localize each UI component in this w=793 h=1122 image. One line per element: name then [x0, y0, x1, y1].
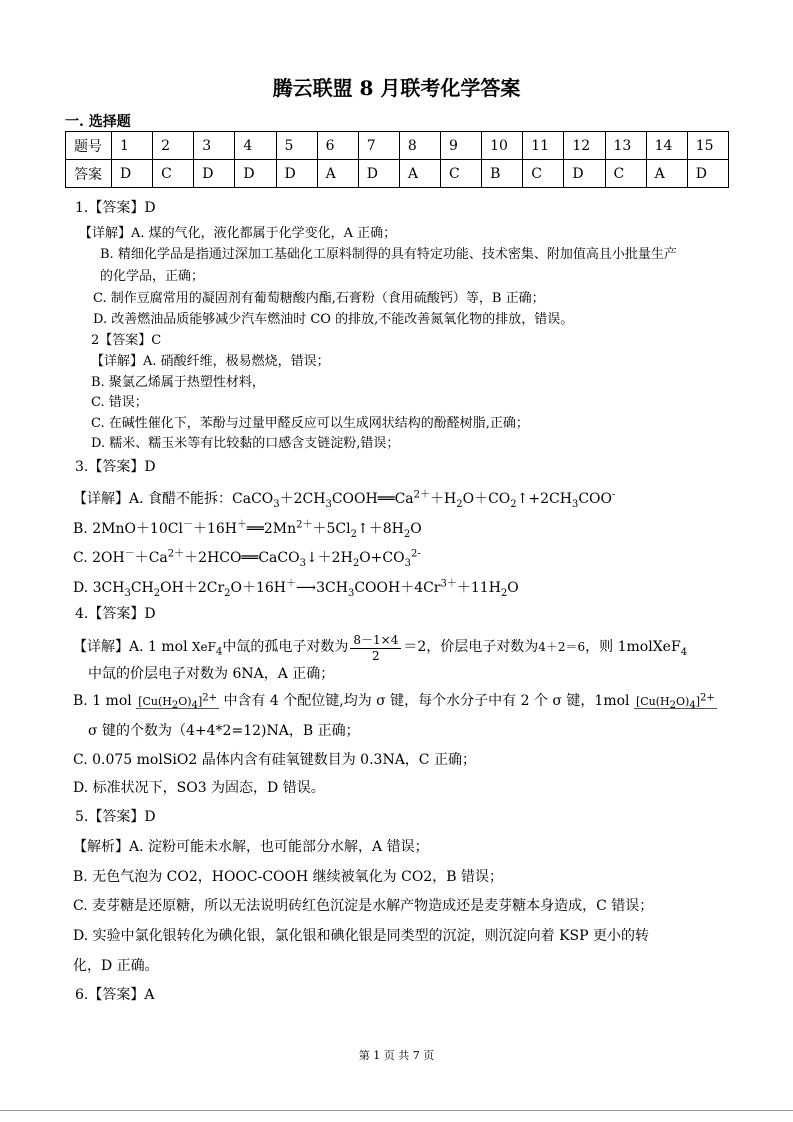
- table-cell: 5: [276, 132, 317, 160]
- q4-detail-b: [73, 690, 717, 710]
- table-row-answers: [66, 160, 729, 188]
- q4-answer: 4.【答案】D: [75, 606, 156, 622]
- q1-detail-a: 【详解】A. 煤的气化，液化都属于化学变化，A 正确；: [79, 226, 397, 241]
- answer-table: [65, 131, 729, 188]
- page-title: 腾云联盟 8 月联考化学答案: [272, 76, 521, 100]
- table-cell: C: [523, 160, 564, 188]
- q3-d-label: D.: [73, 580, 89, 596]
- q3-c-label: C.: [73, 550, 88, 566]
- row-label: 答案: [66, 160, 112, 188]
- q2-detail-b: B. 聚氯乙烯属于热塑性材料，: [91, 375, 265, 390]
- q1-detail-b-cont: 的化学品，正确；: [100, 269, 205, 284]
- table-row-numbers: [66, 132, 729, 160]
- table-cell: A: [646, 160, 687, 188]
- table-cell: 10: [482, 132, 523, 160]
- row-label: 题号: [66, 132, 112, 160]
- complex-ion-image: $[Cu(H_2O)_4]^{2+}$: [138, 692, 217, 712]
- table-cell: 1: [112, 132, 153, 160]
- q1-detail-b: B. 精细化学品是指通过深加工基础化工原料制得的具有特定功能、技术密集、附加值高且小批量生产: [100, 247, 677, 262]
- q3-equation-d: D. $3CH_3CH_2OH+2Cr_2O+16H^+⟶3CH_3COOH+4Cr^{3+}+11H_2O$: [73, 578, 519, 599]
- table-cell: 6: [317, 132, 358, 160]
- q2-detail-b-cont: C. 错误；: [91, 395, 148, 410]
- q1-answer: 1.【答案】D: [75, 200, 156, 216]
- table-cell: D: [564, 160, 605, 188]
- table-cell: 7: [358, 132, 399, 160]
- table-cell: B: [482, 160, 523, 188]
- xef4-formula-image: XeF$_4$: [192, 640, 223, 658]
- q4-detail-b-cont: σ 键的个数为（4+4*2=12)NA，B 正确；: [88, 723, 360, 739]
- q4-a-label: 【详解】A. 1 mol: [73, 639, 188, 655]
- table-cell: D: [687, 160, 728, 188]
- table-cell: C: [441, 160, 482, 188]
- table-cell: 4: [235, 132, 276, 160]
- q2-detail-c: C. 在碱性催化下，苯酚与过量甲醛反应可以生成网状结构的酚醛树脂,正确；: [91, 416, 529, 431]
- table-cell: 12: [564, 132, 605, 160]
- q5-detail-c: C. 麦芽糖是还原糖，所以无法说明砖红色沉淀是水解产物造成还是麦芽糖本身造成，C 错误；: [73, 898, 654, 914]
- q5-detail-d: D. 实验中氯化银转化为碘化银，氯化银和碘化银是同类型的沉淀，则沉淀向着 KSP 更小的转: [73, 928, 649, 944]
- q4-detail-c: C. 0.075 molSiO2 晶体内含有硅氧键数目为 0.3NA，C 正确；: [73, 752, 476, 768]
- table-cell: C: [153, 160, 194, 188]
- q4-a-text: 中氙的孤电子对数为: [222, 639, 349, 655]
- q5-answer: 5.【答案】D: [75, 809, 156, 825]
- q4-detail-a: 【详解】A. 1 mol XeF$_4$中氙的孤电子对数为 $\frac{8-1\times 4}{2}$ ＝2，价层电子对数为4＋2＝6，则 1molXeF$_4$: [73, 633, 688, 663]
- section-heading: 一. 选择题: [65, 114, 131, 130]
- table-cell: 9: [441, 132, 482, 160]
- q1-detail-c: C. 制作豆腐常用的凝固剂有葡萄糖酸内酯,石膏粉（食用硫酸钙）等，B 正确；: [93, 291, 545, 306]
- q4-a-text2: ，价层电子对数为: [426, 639, 539, 655]
- table-cell: A: [317, 160, 358, 188]
- table-cell: 15: [687, 132, 728, 160]
- table-cell: 3: [194, 132, 235, 160]
- q4-b-text: 中含有 4 个配位键,均为 σ 键，每个水分子中有 2 个 σ 键，1mol: [223, 693, 630, 709]
- table-cell: 2: [153, 132, 194, 160]
- table-cell: 13: [605, 132, 646, 160]
- table-cell: D: [276, 160, 317, 188]
- q4-b-label: B. 1 mol: [73, 693, 132, 709]
- table-cell: D: [112, 160, 153, 188]
- q5-detail-d-cont: 化，D 正确。: [73, 958, 159, 974]
- q2-answer: 2【答案】C: [91, 333, 162, 348]
- table-cell: D: [194, 160, 235, 188]
- q3-equation-a: 【详解】A. 食醋不能拆：$CaCO_3+2CH_3COOH══Ca^{2+}+H_2O+CO_2↑+2CH_3COO^-$: [73, 489, 616, 510]
- table-cell: 8: [399, 132, 440, 160]
- q6-answer: 6.【答案】A: [75, 987, 155, 1003]
- q3-equation-c: C. $2OH^-+Ca^{2+}+2HCO══CaCO_3↓+2H_2O+CO_3^{2-}$: [73, 548, 421, 569]
- q3-a-label: 【详解】A. 食醋不能拆：: [73, 491, 233, 507]
- q2-detail-d: D. 糯米、糯玉米等有比较黏的口感含支链淀粉,错误；: [91, 436, 400, 451]
- q1-detail-d: D. 改善燃油品质能够减少汽车燃油时 CO 的排放,不能改善氮氧化物的排放，错误。: [93, 312, 574, 327]
- complex-ion-image-2: $[Cu(H_2O)_4]^{2+}$: [635, 692, 715, 712]
- q4-detail-a-cont: 中氙的价层电子对数为 6NA，A 正确；: [88, 666, 335, 682]
- q3-b-label: B.: [73, 521, 88, 537]
- q3-equation-b: B. $2MnO+10Cl^-+16H^+══2Mn^{2+}+5Cl_2↑+8H_2O$: [73, 519, 422, 540]
- page-footer: 第 1 页 共 7 页: [358, 1049, 435, 1062]
- table-cell: A: [399, 160, 440, 188]
- table-cell: 11: [523, 132, 564, 160]
- table-cell: D: [235, 160, 276, 188]
- q4-a-text3: ，则 1molXeF: [585, 639, 681, 655]
- q3-answer: 3.【答案】D: [75, 459, 156, 475]
- q2-detail-a: 【详解】A. 硝酸纤维，极易燃烧，错误；: [91, 354, 330, 369]
- bottom-divider: [0, 1110, 793, 1111]
- q4-detail-d: D. 标准状况下，SO3 为固态，D 错误。: [73, 780, 325, 796]
- table-cell: C: [605, 160, 646, 188]
- table-cell: D: [358, 160, 399, 188]
- q5-detail-b: B. 无色气泡为 CO2，HOOC-COOH 继续被氧化为 CO2，B 错误；: [73, 869, 503, 885]
- table-cell: 14: [646, 132, 687, 160]
- q5-detail-a: 【解析】A. 淀粉可能未水解，也可能部分水解，A 错误；: [73, 839, 429, 855]
- lone-pair-fraction: $\frac{8-1\times 4}{2}$: [350, 631, 401, 663]
- valence-sum-image: 4＋2＝6: [538, 640, 586, 654]
